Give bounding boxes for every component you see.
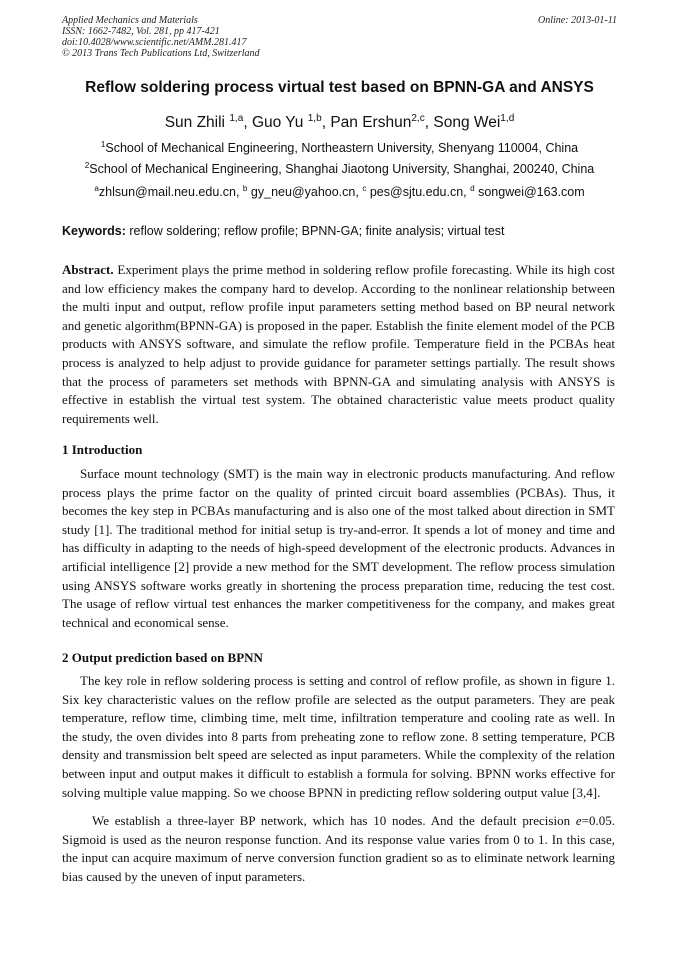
paragraph-text: We establish a three-layer BP network, which has 10 nodes. And the default precision [92, 813, 576, 828]
introduction-paragraph: Surface mount technology (SMT) is the main way in electronic products manufacturing. And reflow process plays the prime factor on the quality of printed circuit board assemblies (PCBAs). Thus, it becomes the key step in PCBAs manufacturing and is also one of the most talked about direction in SMT study [1]. The traditional method for initial setup is try-and-error. It spends a lot of money and time and has difficulty in adapting to the needs of high-speed development of the electronic products. Advances in artificial intelligence [2] provide a new method for the SMT development. The reflow process simulation using ANSYS software works greatly in shortening the process preparation time, reducing the test cost. The usage of reflow virtual test enhances the marker competitiveness for the company, and makes great technical and economical sense. [62, 466, 615, 630]
bpnn-paragraph-1: The key role in reflow soldering process is setting and control of reflow profile, as shown in figure 1. Six key characteristic values on the reflow profile are selected as the output parameters. They are peak temperature, reflow time, climbing time, melt time, infiltration temperature and cooling rate as well. In the study, the oven divides into 8 parts from preheating zone to reflow zone. 8 setting temperature, PCB density and transmission belt speed are selected as input parameters. While the complexity of the relation between input and output makes it difficult to establish a formula for solving. BPNN works effective for solving multiple value mapping. So we choose BPNN in predicting reflow soldering output value [3,4]. [62, 673, 615, 800]
keywords-label: Keywords: [62, 224, 126, 238]
abstract-text: Experiment plays the prime method in soldering reflow profile forecasting. While its high cost and low efficiency makes the company hard to develop. According to the nonlinear relationship between the multi input and output, reflow profile input parameters setting method based on BP neural network and genetic algorithm(BPNN-GA) is proposed in the paper. Establish the finite element model of the PCB products with ANSYS software, and simulate the reflow profile. Temperature field in the PCBAs heat process is analyzed to help adjust to provide guidance for parameter settings partially. The result shows that the process of parameters set methods with BPNN-GA and simulating analysis with ANSYS is effective in establish the virtual test system. The obtained characteristic value meets product quality requirements well. [62, 262, 616, 426]
copyright-line: © 2013 Trans Tech Publications Ltd, Switzerland [62, 48, 260, 59]
email-sup: d [470, 183, 475, 193]
journal-header [62, 15, 617, 59]
online-date: Online: 2013-01-11 [538, 15, 617, 26]
section-heading-introduction: 1 Introduction [62, 442, 143, 457]
keywords-text: reflow soldering; reflow profile; BPNN-GA; finite analysis; virtual test [129, 224, 505, 238]
author-name: Guo Yu [251, 114, 304, 131]
email-address: gy_neu@yahoo.cn, [250, 185, 363, 199]
email-address: pes@sjtu.edu.cn, [369, 185, 471, 199]
author-sep: , [424, 114, 434, 131]
affiliation-2 [62, 162, 617, 176]
abstract-label: Abstract. [62, 262, 114, 277]
affiliation-text: School of Mechanical Engineering, Shanghai Jiaotong University, Shanghai, 200240, China [89, 162, 595, 176]
email-sup: c [362, 183, 367, 193]
paper-title: Reflow soldering process virtual test based on BPNN-GA and ANSYS [85, 79, 594, 96]
author-sup: 1,d [500, 112, 515, 124]
affiliation-text: School of Mechanical Engineering, Northeastern University, Shenyang 110004, China [105, 141, 579, 155]
email-sup: b [242, 183, 248, 193]
email-address: songwei@163.com [478, 185, 585, 199]
author-list [62, 114, 617, 132]
author-name: Pan Ershun [330, 114, 412, 131]
author-sup: 2,c [411, 112, 425, 124]
precision-symbol: e [575, 813, 582, 828]
author-sep: , [243, 114, 252, 131]
keywords-line [62, 224, 617, 238]
section-heading-output-prediction: 2 Output prediction based on BPNN [62, 650, 263, 665]
affiliation-1 [62, 141, 617, 155]
author-name: Song Wei [433, 114, 501, 131]
author-name: Sun Zhili [164, 114, 225, 131]
doi-line: doi:10.4028/www.scientific.net/AMM.281.417 [62, 37, 247, 48]
affiliation-sup: 2 [84, 160, 90, 170]
email-address: zhlsun@mail.neu.edu.cn, [98, 185, 243, 199]
bpnn-paragraph-2 [62, 812, 615, 886]
author-sup: 1,a [229, 112, 244, 124]
issn-line: ISSN: 1662-7482, Vol. 281, pp 417-421 [62, 26, 220, 37]
abstract-paragraph [62, 261, 615, 428]
author-sup: 1,b [307, 112, 322, 124]
email-list [62, 185, 617, 199]
paragraph-text: =0.05. Sigmoid is used as the neuron response function. And its response value varies from 0 to 1. In this case, the input can acquire maximum of nerve conversion function gradient so as to eliminate network learning bias caused by the uneven of input parameters. [62, 813, 615, 884]
author-sep: , [321, 114, 331, 131]
affiliation-sup: 1 [100, 139, 106, 149]
email-sup: a [94, 183, 99, 193]
journal-name: Applied Mechanics and Materials [62, 15, 198, 26]
